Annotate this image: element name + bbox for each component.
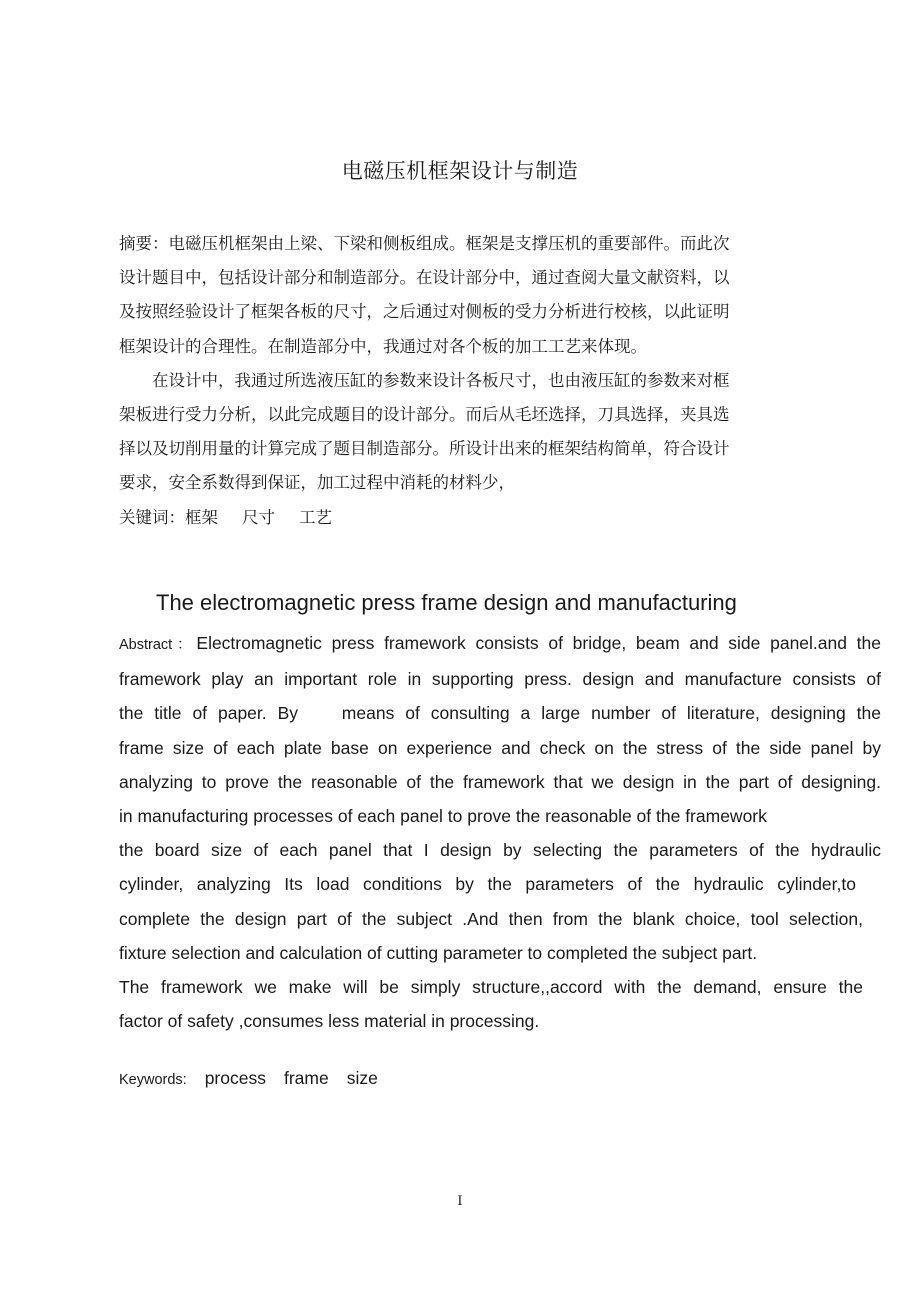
- english-keyword: process: [204, 1068, 266, 1088]
- english-abstract-line: complete the design part of the subject .And then from the blank choice, tool selection,: [119, 908, 863, 929]
- english-abstract-line: framework play an important role in supporting press. design and manufacture consists of: [119, 669, 881, 690]
- chinese-abstract-line: 架板进行受力分析，以此完成题目的设计部分。而后从毛坯选择，刀具选择，夹具选: [119, 405, 730, 425]
- chinese-keyword: 尺寸: [242, 507, 275, 527]
- chinese-abstract-line: 框架设计的合理性。在制造部分中，我通过对各个板的加工工艺来体现。: [119, 336, 647, 356]
- chinese-keywords: [119, 501, 805, 535]
- english-title: The electromagnetic press frame design and manufacturing: [156, 590, 737, 615]
- page-number: I: [457, 1194, 463, 1209]
- chinese-title: 电磁压机框架设计与制造: [341, 159, 579, 183]
- chinese-abstract: [119, 227, 805, 535]
- keywords-label: Keywords:: [119, 1072, 187, 1088]
- english-abstract-line: frame size of each plate base on experience and check on the stress of the side panel by: [119, 737, 881, 758]
- english-abstract-line: the board size of each panel that I design by selecting the parameters of the hydraulic: [119, 840, 881, 861]
- chinese-abstract-line: 要求，安全系数得到保证，加工过程中消耗的材料少，: [119, 473, 515, 493]
- english-keywords: [119, 1068, 378, 1089]
- chinese-abstract-line: 摘要：电磁压机框架由上梁、下梁和侧板组成。框架是支撑压机的重要部件。而此次: [119, 234, 730, 253]
- english-abstract-line: fixture selection and calculation of cutting parameter to completed the subject part.: [119, 942, 758, 963]
- english-abstract-line: [119, 626, 881, 662]
- english-abstract: [119, 626, 881, 1038]
- chinese-keyword: 框架: [185, 507, 218, 527]
- english-abstract-line: The framework we make will be simply structure,,accord with the demand, ensure the: [119, 977, 863, 998]
- english-abstract-line: the title of paper. By means of consulting a large number of literature, designing the: [119, 703, 881, 724]
- english-abstract-line: cylinder, analyzing Its load conditions by the parameters of the hydraulic cylinder,to: [119, 874, 856, 895]
- chinese-abstract-line: 在设计中，我通过所选液压缸的参数来设计各板尺寸，也由液压缸的参数来对框: [152, 370, 730, 390]
- abstract-label: Abstract: [119, 637, 173, 653]
- english-keyword: size: [346, 1068, 378, 1088]
- chinese-keyword: 工艺: [299, 507, 332, 527]
- english-keyword: frame: [283, 1068, 329, 1088]
- chinese-abstract-line: 及按照经验设计了框架各板的尺寸，之后通过对侧板的受力分析进行校核，以此证明: [119, 302, 730, 322]
- abstract-label-separator: ：: [172, 637, 197, 653]
- chinese-abstract-line: 择以及切削用量的计算完成了题目制造部分。所设计出来的框架结构简单，符合设计: [119, 439, 730, 459]
- chinese-abstract-line: 设计题目中，包括设计部分和制造部分。在设计部分中，通过查阅大量文献资料，以: [119, 268, 730, 288]
- english-abstract-line: in manufacturing processes of each panel to prove the reasonable of the framework: [119, 806, 767, 827]
- chinese-keywords-label: 关键词：: [119, 507, 185, 527]
- english-abstract-line: analyzing to prove the reasonable of the framework that we design in the part of designing.: [119, 771, 881, 792]
- english-abstract-line: factor of safety ,consumes less material in processing.: [119, 1011, 540, 1032]
- english-abstract-text: Electromagnetic press framework consists of bridge, beam and side panel.and the: [196, 633, 882, 653]
